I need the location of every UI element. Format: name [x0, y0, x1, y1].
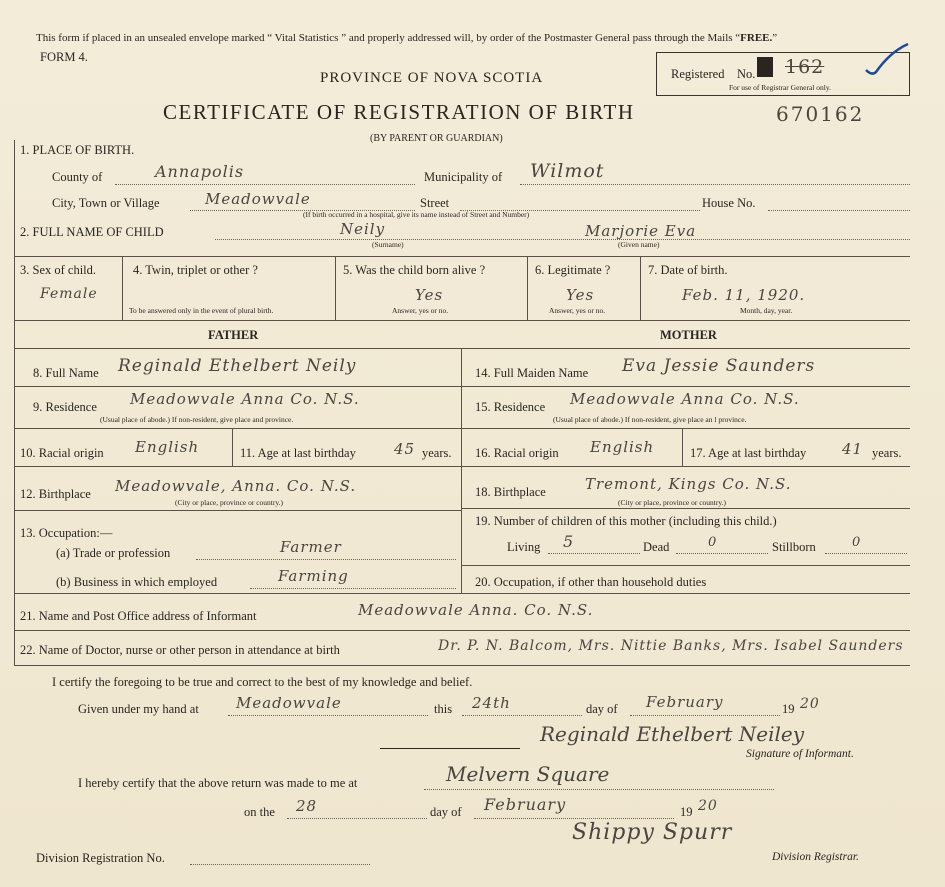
registrar-year-value: 20 [698, 798, 718, 814]
county-label: County of [52, 170, 103, 184]
mother-rule-3 [461, 466, 910, 467]
house-no-line [768, 210, 910, 211]
redaction-mark [757, 57, 773, 77]
mother-racial-label: 16. Racial origin [475, 446, 559, 460]
mother-age-label: 17. Age at last birthday [690, 446, 807, 460]
dead-value: 0 [708, 535, 718, 550]
given-under-label: Given under my hand at [78, 702, 199, 716]
mother-birthplace-note: (City or place, province or country.) [618, 498, 727, 507]
father-age-value: 45 [394, 440, 416, 458]
occupation-bottom-rule [14, 593, 910, 594]
certificate-subtitle: (BY PARENT OR GUARDIAN) [370, 133, 503, 144]
dead-label: Dead [643, 540, 670, 554]
occupation-label: 13. Occupation:— [20, 526, 113, 540]
father-name-value: Reginald Ethelbert Neily [118, 356, 357, 376]
child-name-line [215, 239, 910, 240]
date-of-birth-label: 7. Date of birth. [648, 263, 728, 277]
mother-occupation-label: 20. Occupation, if other than household duties [475, 575, 707, 589]
children-count-label: 19. Number of children of this mother (including this child.) [475, 514, 777, 528]
county-value: Annapolis [155, 162, 245, 181]
father-rule-1 [14, 386, 461, 387]
stillborn-line [825, 553, 907, 554]
hospital-note: (If birth occurred in a hospital, give its name instead of Street and Number) [303, 210, 530, 219]
sex-value: Female [40, 286, 98, 302]
informant-label: 21. Name and Post Office address of Informant [20, 609, 257, 623]
doctor-value: Dr. P. N. Balcom, Mrs. Nittie Banks, Mrs. Isabel Saunders [438, 638, 904, 654]
registered-label: Registered [671, 67, 725, 81]
business-label: (b) Business in which employed [56, 575, 218, 589]
informant-signature-label: Signature of Informant. [746, 748, 854, 760]
division-registrar-label: Division Registrar. [772, 851, 859, 863]
parents-rule [14, 348, 910, 349]
certificate-title: CERTIFICATE OF REGISTRATION OF BIRTH [163, 100, 635, 124]
form-number: FORM 4. [40, 50, 88, 64]
twin-note: To be answered only in the event of plural birth. [129, 306, 274, 315]
parents-divider [461, 348, 462, 593]
father-residence-note: (Usual place of abode.) If non-resident, give place and province. [100, 415, 294, 424]
informant-value: Meadowvale Anna. Co. N.S. [358, 601, 594, 619]
mother-birthplace-value: Tremont, Kings Co. N.S. [585, 475, 792, 493]
mail-notice-free: FREE. [740, 32, 773, 44]
alive-value: Yes [415, 286, 444, 304]
province-heading: PROVINCE OF NOVA SCOTIA [320, 70, 544, 86]
given-year-prefix: 19 [782, 702, 795, 716]
stillborn-value: 0 [852, 535, 862, 550]
trade-label: (a) Trade or profession [56, 546, 171, 560]
row3-top-rule [14, 256, 910, 257]
doctor-label: 22. Name of Doctor, nurse or other person in attendance at birth [20, 643, 340, 657]
father-residence-value: Meadowvale Anna Co. N.S. [130, 390, 360, 408]
given-day-value: 24th [472, 694, 511, 712]
mother-racial-value: English [590, 438, 655, 456]
business-value: Farming [278, 567, 349, 585]
registrar-place-line [424, 789, 774, 790]
child-name-label: 2. FULL NAME OF CHILD [20, 225, 164, 239]
certify-statement: I certify the foregoing to be true and correct to the best of my knowledge and belief. [52, 675, 473, 689]
child-given-name: Marjorie Eva [585, 222, 697, 240]
alive-label: 5. Was the child born alive ? [343, 263, 486, 277]
father-age-unit: years. [422, 446, 452, 460]
given-place-value: Meadowvale [236, 694, 342, 712]
mother-age-unit: years. [872, 446, 902, 460]
father-birthplace-note: (City or place, province or country.) [175, 498, 284, 507]
given-place-line [228, 715, 428, 716]
municipality-value: Wilmot [530, 160, 605, 182]
municipality-line [520, 184, 910, 185]
registrar-signature: Shippy Spurr [572, 820, 733, 845]
city-label: City, Town or Village [52, 196, 160, 210]
mother-rule-1 [461, 386, 910, 387]
given-month-value: February [646, 693, 724, 711]
father-heading: FATHER [208, 328, 259, 342]
sex-label: 3. Sex of child. [20, 263, 97, 277]
mail-notice [36, 32, 777, 44]
doctor-rule [14, 665, 910, 666]
father-rule-3 [14, 466, 461, 467]
stillborn-label: Stillborn [772, 540, 816, 554]
informant-signature: Reginald Ethelbert Neiley [540, 722, 805, 746]
registrar-year-prefix: 19 [680, 805, 693, 819]
mother-rule-2 [461, 428, 910, 429]
father-birthplace-value: Meadowvale, Anna. Co. N.S. [115, 477, 357, 495]
father-birthplace-label: 12. Birthplace [20, 487, 91, 501]
city-value: Meadowvale [205, 190, 311, 208]
registered-number: 162 [785, 56, 825, 78]
twin-label: 4. Twin, triplet or other ? [133, 263, 258, 277]
trade-value: Farmer [280, 538, 342, 556]
given-day-of-label: day of [586, 702, 618, 716]
blank-signature-line [380, 748, 520, 749]
mother-rule-4 [461, 508, 910, 509]
registrar-place-value: Melvern Square [446, 762, 610, 786]
legitimate-label: 6. Legitimate ? [535, 263, 611, 277]
father-rule-2 [14, 428, 461, 429]
registrar-on-label: on the [244, 805, 275, 819]
father-rule-4 [14, 510, 461, 511]
municipality-label: Municipality of [424, 170, 503, 184]
father-residence-label: 9. Residence [33, 400, 97, 414]
father-age-label: 11. Age at last birthday [240, 446, 356, 460]
father-name-label: 8. Full Name [33, 366, 99, 380]
mother-name-label: 14. Full Maiden Name [475, 366, 589, 380]
mother-rule-5 [461, 565, 910, 566]
trade-line [196, 559, 456, 560]
mother-name-value: Eva Jessie Saunders [622, 356, 816, 376]
row3-div-1 [122, 256, 123, 320]
given-month-line [630, 715, 780, 716]
registrar-month-value: February [484, 795, 567, 814]
registrar-general-note: For use of Registrar General only. [729, 83, 831, 92]
business-line [250, 588, 456, 589]
mother-age-value: 41 [842, 440, 864, 458]
place-of-birth-heading: 1. PLACE OF BIRTH. [20, 143, 135, 157]
row3-div-2 [335, 256, 336, 320]
given-day-line [462, 715, 582, 716]
mother-residence-value: Meadowvale Anna Co. N.S. [570, 390, 800, 408]
division-registration-label: Division Registration No. [36, 851, 165, 865]
living-label: Living [507, 540, 541, 554]
street-label: Street [420, 196, 450, 210]
division-registration-line [190, 864, 370, 865]
father-racial-label: 10. Racial origin [20, 446, 104, 460]
registrar-day-of-label: day of [430, 805, 462, 819]
surname-note: (Surname) [372, 240, 404, 249]
registrar-statement: I hereby certify that the above return was made to me at [78, 776, 358, 790]
row3-bottom-rule [14, 320, 910, 321]
dead-line [676, 553, 768, 554]
registrar-day-line [287, 818, 427, 819]
registrar-month-line [474, 818, 674, 819]
mail-notice-text: This form if placed in an unsealed envelope marked “ Vital Statistics ” and properly addressed will, by order of the Postmaster General pass through the Mails “ [36, 32, 741, 44]
given-name-note: (Given name) [618, 240, 660, 249]
living-value: 5 [563, 532, 575, 551]
handwritten-reg-number: 670162 [776, 102, 865, 126]
alive-note: Answer, yes or no. [392, 306, 449, 315]
child-surname: Neily [340, 220, 386, 238]
legitimate-note: Answer, yes or no. [549, 306, 606, 315]
registered-no-label: No. [737, 67, 756, 81]
given-year-value: 20 [800, 696, 820, 712]
left-border [14, 140, 15, 665]
mother-racial-div [682, 428, 683, 466]
date-of-birth-value: Feb. 11, 1920. [682, 286, 806, 304]
father-racial-div [232, 428, 233, 466]
mother-residence-label: 15. Residence [475, 400, 546, 414]
registrar-day-value: 28 [296, 797, 318, 815]
county-line [115, 184, 415, 185]
mother-heading: MOTHER [660, 328, 717, 342]
this-label: this [434, 702, 453, 716]
legitimate-value: Yes [566, 286, 595, 304]
informant-rule [14, 630, 910, 631]
mail-notice-end: ” [772, 32, 778, 44]
date-of-birth-note: Month, day, year. [740, 306, 793, 315]
mother-birthplace-label: 18. Birthplace [475, 485, 546, 499]
father-racial-value: English [135, 438, 200, 456]
house-no-label: House No. [702, 196, 756, 210]
row3-div-4 [640, 256, 641, 320]
mother-residence-note: (Usual place of abode.) If non-resident, give place an l province. [553, 415, 747, 424]
checkmark-icon [862, 40, 912, 80]
living-line [548, 553, 640, 554]
row3-div-3 [527, 256, 528, 320]
